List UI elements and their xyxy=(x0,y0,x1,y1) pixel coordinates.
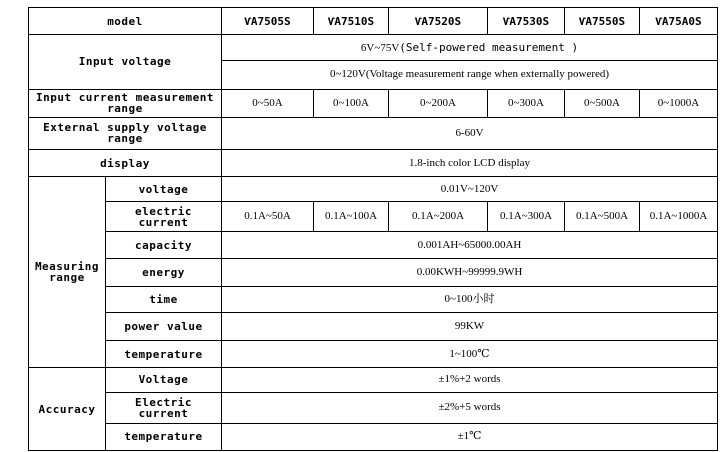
measuring-power-row xyxy=(29,312,718,340)
input-current-value: 0~500A xyxy=(565,89,640,117)
measuring-temperature-row xyxy=(29,341,718,368)
measuring-current-value: 0.1A~100A xyxy=(314,202,389,232)
input-voltage-self-powered xyxy=(222,35,718,61)
measuring-current-value: 0.1A~1000A xyxy=(640,202,718,232)
model-label: model xyxy=(29,8,222,35)
display-value: 1.8-inch color LCD display xyxy=(222,149,718,176)
external-supply-value: 6-60V xyxy=(222,117,718,149)
measuring-capacity-label: capacity xyxy=(106,232,222,258)
model-cell: ѴA7530S xyxy=(488,8,565,35)
input-current-value: 0~1000A xyxy=(640,89,718,117)
input-current-value: 0~300A xyxy=(488,89,565,117)
measuring-power-label: power value xyxy=(106,312,222,340)
measuring-energy-value: 0.00KWH~99999.9WH xyxy=(222,258,718,286)
measuring-current-value: 0.1A~500A xyxy=(565,202,640,232)
display-row xyxy=(29,149,718,176)
input-current-value: 0~50A xyxy=(222,89,314,117)
model-cell: ѴA7550S xyxy=(565,8,640,35)
input-voltage-row xyxy=(29,35,718,61)
model-cell: ѴA7510S xyxy=(314,8,389,35)
measuring-voltage-label: voltage xyxy=(106,177,222,202)
measuring-range-label: Measuring range xyxy=(29,177,106,368)
measuring-energy-row xyxy=(29,258,718,286)
measuring-current-label: electric current xyxy=(106,202,222,232)
input-voltage-external: 0~120V(Voltage measurement range when externally powered) xyxy=(222,61,718,89)
input-current-value: 0~100A xyxy=(314,89,389,117)
measuring-energy-label: energy xyxy=(106,258,222,286)
external-supply-label: External supply voltage range xyxy=(29,117,222,149)
accuracy-current-row xyxy=(29,392,718,423)
measuring-voltage-row xyxy=(29,177,718,202)
model-cell: ѴA75A0S xyxy=(640,8,718,35)
measuring-voltage-value: 0.01V~120V xyxy=(222,177,718,202)
measuring-time-label: time xyxy=(106,286,222,312)
measuring-current-value: 0.1A~300A xyxy=(488,202,565,232)
spec-table xyxy=(28,7,718,451)
model-cell: ѴA7505S xyxy=(222,8,314,35)
measuring-current-value: 0.1A~50A xyxy=(222,202,314,232)
measuring-temperature-label: temperature xyxy=(106,341,222,368)
accuracy-current-label: Electric current xyxy=(106,392,222,423)
accuracy-voltage-value: ±1%+2 words xyxy=(222,368,718,392)
input-voltage-label: Input voltage xyxy=(29,35,222,89)
input-current-label: Input current measurement range xyxy=(29,89,222,117)
accuracy-temperature-value: ±1℃ xyxy=(222,423,718,450)
display-label: display xyxy=(29,149,222,176)
measuring-temperature-value: 1~100℃ xyxy=(222,341,718,368)
measuring-current-row xyxy=(29,202,718,232)
accuracy-label: Accuracy xyxy=(29,368,106,451)
measuring-capacity-row xyxy=(29,232,718,258)
accuracy-current-value: ±2%+5 words xyxy=(222,392,718,423)
input-current-value: 0~200A xyxy=(389,89,488,117)
measuring-time-value: 0~100小时 xyxy=(222,286,718,312)
model-cell: ѴA7520S xyxy=(389,8,488,35)
input-voltage-self-note: (Self-powered measurement ) xyxy=(399,40,579,54)
input-voltage-self-range: 6V~75V xyxy=(360,41,400,54)
accuracy-temperature-label: temperature xyxy=(106,423,222,450)
measuring-time-row xyxy=(29,286,718,312)
input-current-row xyxy=(29,89,718,117)
external-supply-row xyxy=(29,117,718,149)
model-row xyxy=(29,8,718,35)
accuracy-voltage-row xyxy=(29,368,718,392)
accuracy-temperature-row xyxy=(29,423,718,450)
measuring-current-value: 0.1A~200A xyxy=(389,202,488,232)
measuring-power-value: 99KW xyxy=(222,312,718,340)
measuring-capacity-value: 0.001AH~65000.00AH xyxy=(222,232,718,258)
accuracy-voltage-label: Voltage xyxy=(106,368,222,392)
